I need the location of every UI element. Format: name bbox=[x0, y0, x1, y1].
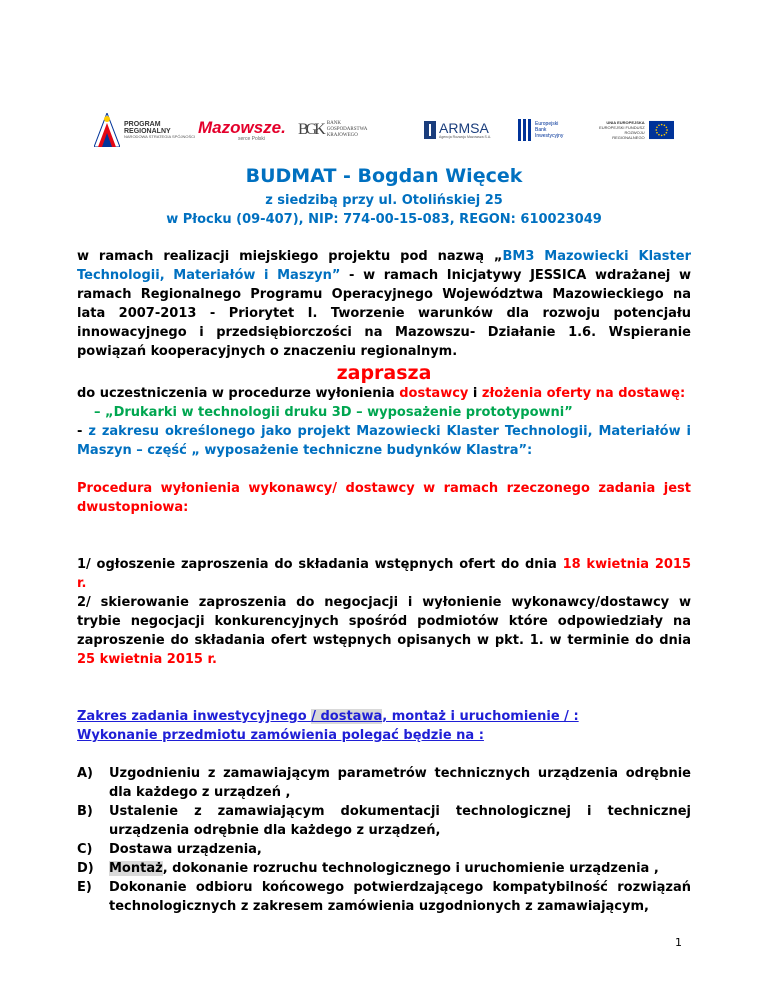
program-regionalny-logo bbox=[94, 112, 195, 148]
eib-line3: Inwestycyjny bbox=[535, 133, 564, 139]
invite-part1: do uczestniczenia w procedurze wyłonienia bbox=[77, 386, 400, 401]
step-2 bbox=[77, 593, 691, 669]
scope-heading-b: / dostawa bbox=[311, 709, 383, 724]
scope-list bbox=[77, 764, 691, 916]
company-address-line2: w Płocku (09-407), NIP: 774-00-15-083, REGON: 610023049 bbox=[166, 212, 602, 227]
invite-paragraph bbox=[77, 384, 691, 403]
list-item bbox=[77, 878, 691, 916]
intro-paragraph bbox=[77, 247, 691, 361]
eib-line1: Europejski bbox=[535, 121, 559, 127]
eib-line2: Bank bbox=[535, 127, 547, 133]
list-item bbox=[77, 859, 691, 878]
scope-heading-a: Zakres zadania inwestycyjnego bbox=[77, 709, 312, 724]
armsa-emblem-icon bbox=[424, 121, 436, 139]
step-2-text: 2/ skierowanie zaproszenia do negocjacji i wyłonienie wykonawcy/dostawcy w trybie negocjacji konkurencyjnych spośród podmiotów które odpowiedziały na zaproszenie do składania ofert wstępnych opisanych w pkt. 1. w terminie do dnia bbox=[77, 595, 691, 648]
eu-line2: EUROPEJSKI FUNDUSZ bbox=[599, 125, 645, 130]
eu-flag-icon bbox=[649, 120, 674, 140]
scope-heading-line1 bbox=[77, 707, 691, 726]
list-item bbox=[77, 802, 691, 840]
armsa-sub: Agencja Rozwoju Mazowsza S.A. bbox=[439, 135, 492, 139]
armsa-name: ARMSA bbox=[439, 120, 489, 136]
bgk-line1: BANK bbox=[326, 121, 341, 126]
program-line1: PROGRAM bbox=[124, 121, 161, 128]
eib-emblem-icon bbox=[518, 119, 532, 141]
intro-part2: - w ramach Inicjatywy JESSICA wdrażanej w ramach Regionalnego Programu Operacyjnego Województwa Mazowieckiego na lata 2007-2013 - Priorytet I. Tworzenie warunków dla rozwoju potencjału innowacyjnego i przedsiębiorczości na Mazowszu- Działanie 1.6. Wspieranie powiązań kooperacyjnych o znaczeniu regionalnym. bbox=[77, 268, 691, 359]
program-line3: NARODOWA STRATEGIA SPÓJNOŚCI bbox=[124, 134, 196, 139]
scope-heading-c: , montaż i uruchomienie / : bbox=[382, 709, 579, 724]
list-item bbox=[77, 764, 691, 802]
invite-part2: i bbox=[468, 386, 482, 401]
invite-scope bbox=[77, 422, 691, 460]
mazowsze-tagline: serce Polski bbox=[238, 135, 265, 142]
list-item bbox=[77, 840, 691, 859]
list-item-text: Ustalenie z zamawiającym dokumentacji technologicznej i technicznej urządzenia odrębnie dla każdego z urządzeń, bbox=[109, 804, 691, 838]
procedure-paragraph: Procedura wyłonienia wykonawcy/ dostawcy w ramach rzeczonego zadania jest dwustopniowa: bbox=[77, 481, 691, 515]
program-line2: REGIONALNY bbox=[124, 128, 171, 135]
bgk-line2: GOSPODARSTWA bbox=[326, 127, 368, 132]
list-marker: A) bbox=[77, 766, 94, 781]
invite-scope-text: z zakresu określonego jako projekt Mazowiecki Klaster Technologii, Materiałów i Maszyn – część „ wyposażenie techniczne budynków Klastra”: bbox=[77, 424, 691, 458]
list-item-text: Uzgodnieniu z zamawiającym parametrów technicznych urządzenia odrębnie dla każdego z urządzeń , bbox=[109, 766, 691, 800]
logo-strip bbox=[94, 112, 674, 152]
armsa-logo bbox=[424, 112, 491, 148]
scope-heading-line2: Wykonanie przedmiotu zamówienia polegać będzie na : bbox=[77, 728, 484, 743]
page-number: 1 bbox=[675, 936, 682, 949]
company-address-line1: z siedzibą przy ul. Otolińskiej 25 bbox=[265, 193, 503, 208]
list-item-text: Dostawa urządzenia, bbox=[109, 842, 262, 857]
list-marker: E) bbox=[77, 880, 92, 895]
invite-item-name: – „Drukarki w technologii druku 3D – wyposażenie prototypowni” bbox=[94, 405, 573, 420]
mazowsze-name: Mazowsze. bbox=[198, 117, 286, 137]
invite-red1: dostawcy bbox=[399, 386, 469, 401]
list-item-text: Dokonanie odbioru końcowego potwierdzającego kompatybilność rozwiązań technologicznych z zakresem zamówienia uzgodnionych z zamawiającym, bbox=[109, 880, 691, 914]
bgk-logo bbox=[298, 112, 367, 148]
step-1-text: 1/ ogłoszenie zaproszenia do składania wstępnych ofert do dnia bbox=[77, 557, 563, 572]
list-marker: D) bbox=[77, 861, 94, 876]
intro-part1: w ramach realizacji miejskiego projektu pod nazwą „ bbox=[77, 249, 503, 264]
eu-line3: ROZWOJU REGIONALNEGO bbox=[612, 130, 645, 140]
intro-project-name: BM3 Mazowiecki Klaster Technologii, Materiałów i Maszyn” bbox=[77, 249, 691, 283]
step-1 bbox=[77, 555, 691, 593]
program-regionalny-emblem-icon bbox=[94, 113, 120, 147]
list-marker: B) bbox=[77, 804, 93, 819]
eib-logo bbox=[518, 112, 563, 148]
mazowsze-logo bbox=[198, 112, 286, 148]
bgk-line3: KRAJOWEGO bbox=[326, 133, 358, 138]
eu-logo bbox=[596, 112, 674, 148]
step-2-date: 25 kwietnia 2015 r. bbox=[77, 652, 217, 667]
invite-heading: zaprasza bbox=[336, 362, 432, 384]
list-marker: C) bbox=[77, 842, 93, 857]
invite-scope-prefix: - bbox=[77, 424, 89, 439]
company-title: BUDMAT - Bogdan Więcek bbox=[245, 165, 523, 187]
invite-red2: złożenia oferty na dostawę: bbox=[481, 386, 686, 401]
step-1-date: 18 kwietnia 2015 r. bbox=[77, 557, 691, 591]
list-item-text: , dokonanie rozruchu technologicznego i uruchomienie urządzenia , bbox=[162, 861, 659, 876]
list-item-highlight: Montaż bbox=[109, 861, 163, 876]
document-body bbox=[77, 157, 691, 916]
bgk-monogram: BGK bbox=[298, 121, 323, 138]
eu-line1: UNIA EUROPEJSKA bbox=[606, 120, 645, 125]
